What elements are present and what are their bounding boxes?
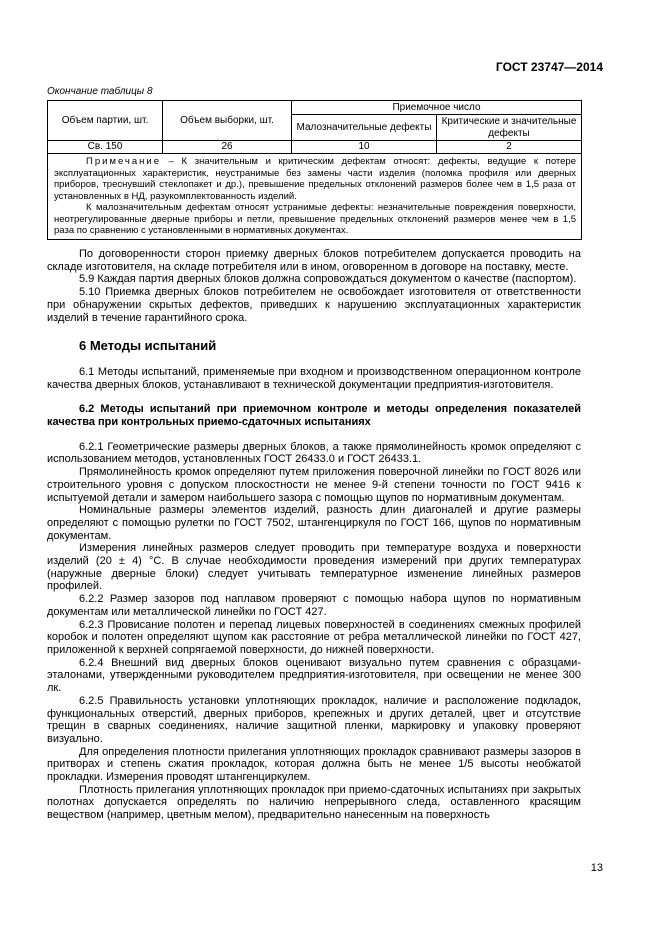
table-note <box>48 154 582 240</box>
note-label: Примечание <box>86 156 161 167</box>
standard-number: ГОСТ 23747—2014 <box>495 60 603 74</box>
section-heading-6: 6 Методы испытаний <box>79 338 217 354</box>
paragraph: 6.2.3 Провисание полотен и перепад лицевых поверхностей в соединениях смежных профилей коробок и полотен определяют щупом как расстояние от ребра металлической линейки по ГОСТ 427, приложенной к верхней сопрягаемой поверхности, до нижней поверхности. <box>47 618 581 656</box>
page-number: 13 <box>590 862 603 874</box>
table-row <box>48 141 582 154</box>
paragraph: 6.2.1 Геометрические размеры дверных блоков, а также прямолинейность кромок определяют с использованием методов, установленных ГОСТ 26433.0 и ГОСТ 26433.1. <box>47 440 581 466</box>
cell-critical: 2 <box>437 141 582 154</box>
cell-lot: Св. 150 <box>48 141 163 154</box>
note-text-1: – К значительным и критическим дефектам относят: дефекты, ведущие к потере эксплуатационных характеристик, неустранимые без замены части изделия (поломка профиля или дверных приборов, треснувший стеклопакет и др.), превышение предельных отклонений размеров более чем в 1,5 раза от установленных в НД, разукомплектованность изделий. <box>54 156 576 202</box>
paragraph: Плотность прилегания уплотняющих прокладок при приемо-сдаточных испытаниях при закрытых полотнах допускается определять по наличию непрерывного следа, оставленного красящим веществом (например, цветным мелом), предварительно нанесенным на поверхность <box>47 783 581 822</box>
col-critical-defects: Критические и значительные дефекты <box>437 115 582 141</box>
paragraph: 5.9 Каждая партия дверных блоков должна сопровождаться документом о качестве (паспортом). <box>79 273 577 286</box>
col-acceptance-number: Приемочное число <box>292 101 582 115</box>
paragraph: Номинальные размеры элементов изделий, разность длин диагоналей и другие размеры определяют с помощью рулетки по ГОСТ 7502, штангенциркуля по ГОСТ 166, щупов по нормативным документам. <box>47 504 581 542</box>
paragraph: Для определения плотности прилегания уплотняющих прокладок сравнивают размеры зазоров в притворах и степень сжатия прокладок, которая должна быть не менее 1/5 высоты необжатой прокладки. Измерения проводят штангенциркулем. <box>47 745 581 784</box>
paragraph: 5.10 Приемка дверных блоков потребителем не освобождает изготовителя от ответственности при обнаружении скрытых дефектов, приведших к нарушению эксплуатационных характеристик изделий в течение гарантийного срока. <box>47 286 581 324</box>
paragraph: Измерения линейных размеров следует проводить при температуре воздуха и поверхности изделий (20 ± 4) °С. В случае необходимости проведения измерений при других температурах (наружные дверные блоки) следует учитывать температурное изменение линейных размеров профилей. <box>47 542 581 593</box>
table-8 <box>47 100 582 240</box>
col-lot-size: Объем партии, шт. <box>48 101 163 141</box>
body-text <box>47 248 581 822</box>
table-caption: Окончание таблицы 8 <box>47 86 153 97</box>
col-sample-size: Объем выборки, шт. <box>163 101 292 141</box>
paragraph: Прямолинейность кромок определяют путем приложения поверочной линейки по ГОСТ 8026 или строительного уровня с допуском плоскостности не менее 9-й степени точности по ГОСТ 9416 к испытуемой детали и замером наибольшего зазора с помощью щупов по нормативным документам. <box>47 466 581 504</box>
paragraph: 6.2.2 Размер зазоров под наплавом проверяют с помощью набора щупов по нормативным документам или металлической линейки по ГОСТ 427. <box>47 593 581 618</box>
note-text-2: К малозначительным дефектам относят устранимые дефекты: незначительные повреждения поверхности, неотрегулированные дверные приборы и петли, превышение предельных отклонений размеров менее чем в 1,5 раза по сравнению с установленными в нормативных документах. <box>54 202 576 236</box>
paragraph: По договоренности сторон приемку дверных блоков потребителем допускается проводить на складе изготовителя, на складе потребителя или в ином, оговоренном в договоре на поставку, месте. <box>47 248 581 273</box>
paragraph: 6.2.5 Правильность установки уплотняющих прокладок, наличие и расположение подкладок, функциональных отверстий, дверных приборов, крепежных и других деталей, цвет и отсутствие трещин в сварных соединениях, наличие защитной пленки, маркировку и упаковку проверяют визуально. <box>47 694 581 745</box>
cell-minor: 10 <box>292 141 437 154</box>
cell-sample: 26 <box>163 141 292 154</box>
paragraph: 6.2.4 Внешний вид дверных блоков оценивают визуально путем сравнения с образцами-эталонами, утвержденными руководителем предприятия-изготовителя, при освещении не менее 300 лк. <box>47 656 581 695</box>
paragraph: 6.1 Методы испытаний, применяемые при входном и производственном операционном контроле качества дверных блоков, устанавливают в технической документации предприятия-изготовителя. <box>47 365 581 391</box>
subsection-heading-6-2: 6.2 Методы испытаний при приемочном контроле и методы определения показателей качества при контрольных приемо-сдаточных испытаниях <box>47 403 581 429</box>
col-minor-defects: Малозначительные дефекты <box>292 115 437 141</box>
